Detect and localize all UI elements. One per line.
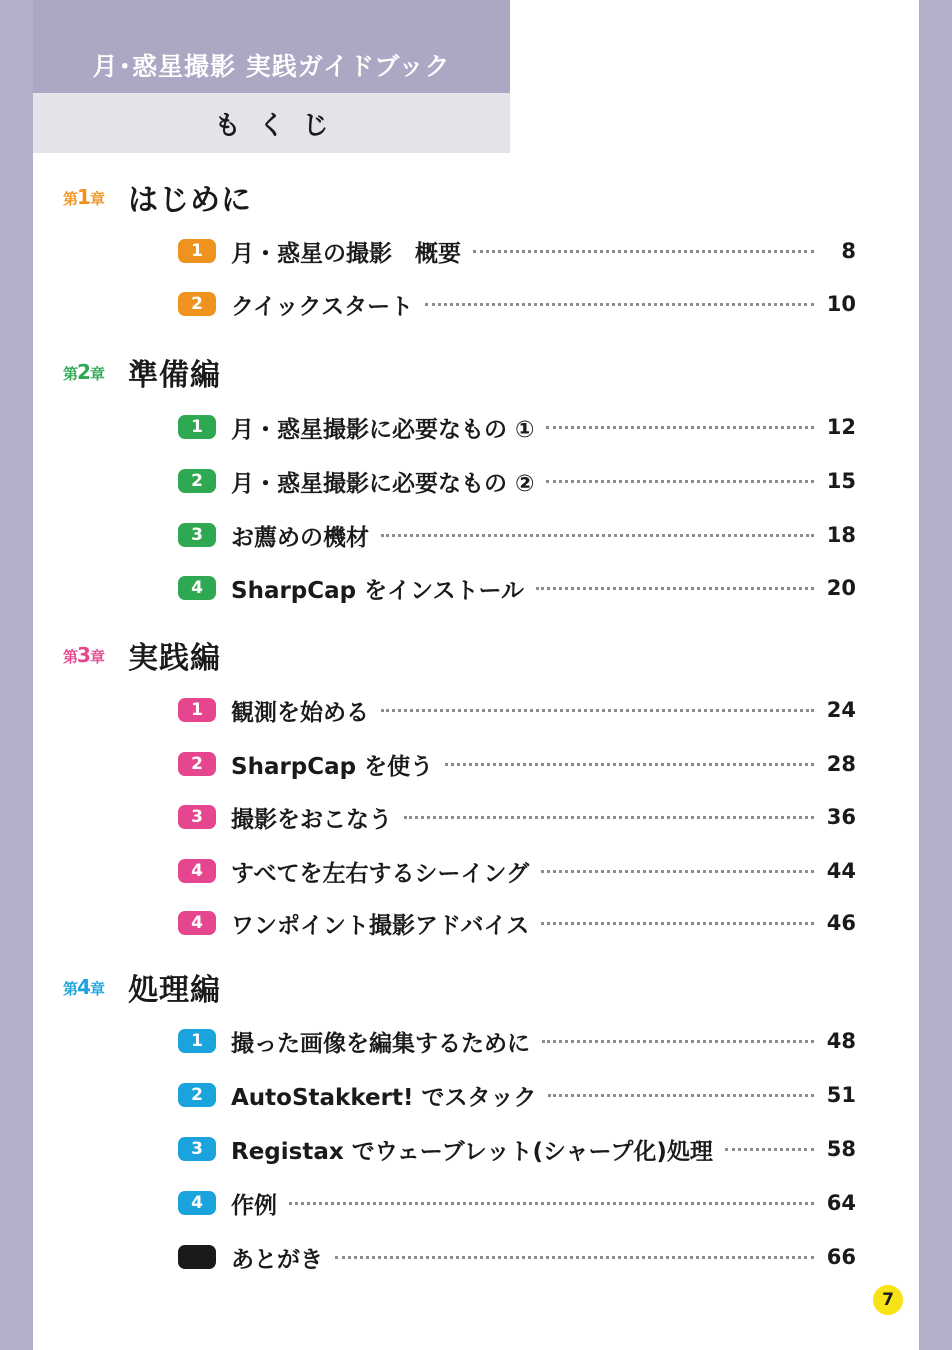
page: [33, 0, 919, 1350]
entry-number-badge: 1: [178, 1029, 216, 1053]
entry-title: SharpCap を使う: [231, 753, 434, 780]
toc-entry-3-5[interactable]: [178, 907, 856, 939]
entry-title: 月・惑星撮影に必要なもの ①: [231, 416, 535, 443]
entry-title: SharpCap をインストール: [231, 577, 524, 604]
dotted-leader: [546, 426, 814, 429]
entry-page-number: 10: [826, 292, 856, 316]
toc-entry-3-3[interactable]: [178, 801, 856, 833]
dotted-leader: [335, 1256, 814, 1259]
toc-entry-4-1[interactable]: [178, 1025, 856, 1057]
chapter-1-heading[interactable]: [63, 177, 252, 217]
entry-title: 月・惑星撮影に必要なもの ②: [231, 470, 535, 497]
entry-title: クイックスタート: [231, 293, 414, 320]
entry-number-badge: 4: [178, 1191, 216, 1215]
chapter-1-badge: 第1章: [63, 185, 104, 209]
toc-entry-1-2[interactable]: [178, 288, 856, 320]
dotted-leader: [473, 250, 814, 253]
entry-title: 月・惑星の撮影 概要: [231, 240, 461, 267]
entry-page-number: 20: [826, 576, 856, 600]
toc-entry-afterword[interactable]: [178, 1241, 856, 1273]
entry-number-badge: 1: [178, 415, 216, 439]
entry-number-badge: 4: [178, 576, 216, 600]
entry-number-badge: 2: [178, 1083, 216, 1107]
chapter-3-title: 実践編: [128, 641, 221, 676]
entry-number-badge: 3: [178, 805, 216, 829]
entry-title: あとがき: [231, 1246, 323, 1273]
entry-title: 撮影をおこなう: [231, 806, 392, 833]
entry-number-badge: 1: [178, 698, 216, 722]
dotted-leader: [536, 587, 814, 590]
chapter-2-badge: 第2章: [63, 360, 104, 384]
entry-number-badge: 3: [178, 1137, 216, 1161]
toc-heading: もくじ: [214, 110, 347, 141]
entry-page-number: 12: [826, 415, 856, 439]
entry-title: ワンポイント撮影アドバイス: [231, 912, 530, 939]
toc-entry-3-4[interactable]: [178, 855, 856, 887]
entry-title: お薦めの機材: [231, 524, 369, 551]
dotted-leader: [542, 1040, 814, 1043]
entry-page-number: 44: [826, 859, 856, 883]
entry-number-badge: 1: [178, 239, 216, 263]
dotted-leader: [381, 709, 814, 712]
entry-number-badge: 2: [178, 292, 216, 316]
entry-title: すべてを左右するシーイング: [231, 860, 530, 887]
book-title-band: [33, 0, 510, 93]
dotted-leader: [445, 763, 814, 766]
entry-page-number: 36: [826, 805, 856, 829]
dotted-leader: [404, 816, 814, 819]
toc-entry-4-4[interactable]: [178, 1187, 856, 1219]
entry-page-number: 18: [826, 523, 856, 547]
entry-number-badge: [178, 1245, 216, 1269]
toc-entry-2-3[interactable]: [178, 519, 856, 551]
dotted-leader: [425, 303, 814, 306]
chapter-2-title: 準備編: [128, 358, 221, 393]
dotted-leader: [548, 1094, 814, 1097]
entry-page-number: 8: [841, 239, 856, 263]
chapter-3-badge: 第3章: [63, 643, 104, 667]
chapter-4-heading[interactable]: [63, 967, 221, 1007]
page-number: 7: [882, 1290, 894, 1310]
entry-title: AutoStakkert! でスタック: [231, 1084, 537, 1111]
chapter-1-title: はじめに: [128, 183, 252, 218]
dotted-leader: [546, 480, 814, 483]
entry-page-number: 46: [826, 911, 856, 935]
entry-number-badge: 4: [178, 911, 216, 935]
entry-page-number: 64: [826, 1191, 856, 1215]
toc-entry-4-3[interactable]: [178, 1133, 856, 1165]
entry-title: 撮った画像を編集するために: [231, 1030, 530, 1057]
entry-number-badge: 3: [178, 523, 216, 547]
dotted-leader: [541, 922, 814, 925]
toc-entry-4-2[interactable]: [178, 1079, 856, 1111]
dotted-leader: [725, 1148, 814, 1151]
dotted-leader: [381, 534, 814, 537]
entry-page-number: 66: [826, 1245, 856, 1269]
toc-heading-band: [33, 93, 510, 153]
book-title: 月･惑星撮影 実践ガイドブック: [92, 52, 451, 81]
chapter-3-heading[interactable]: [63, 635, 221, 675]
entry-page-number: 15: [826, 469, 856, 493]
entry-title: Registax でウェーブレット(シャープ化)処理: [231, 1138, 713, 1165]
toc-entry-2-1[interactable]: [178, 411, 856, 443]
page-number-badge: [873, 1285, 903, 1315]
toc-entry-3-2[interactable]: [178, 748, 856, 780]
entry-page-number: 28: [826, 752, 856, 776]
entry-page-number: 48: [826, 1029, 856, 1053]
toc-entry-2-2[interactable]: [178, 465, 856, 497]
entry-page-number: 51: [826, 1083, 856, 1107]
entry-title: 観測を始める: [231, 699, 369, 726]
chapter-4-title: 処理編: [128, 973, 221, 1008]
entry-number-badge: 4: [178, 859, 216, 883]
entry-title: 作例: [231, 1192, 277, 1219]
entry-number-badge: 2: [178, 752, 216, 776]
entry-page-number: 58: [826, 1137, 856, 1161]
toc-entry-3-1[interactable]: [178, 694, 856, 726]
chapter-2-heading[interactable]: [63, 352, 221, 392]
dotted-leader: [289, 1202, 814, 1205]
toc-entry-2-4[interactable]: [178, 572, 856, 604]
entry-page-number: 24: [826, 698, 856, 722]
toc-entry-1-1[interactable]: [178, 235, 856, 267]
dotted-leader: [541, 870, 814, 873]
chapter-4-badge: 第4章: [63, 975, 104, 999]
entry-number-badge: 2: [178, 469, 216, 493]
